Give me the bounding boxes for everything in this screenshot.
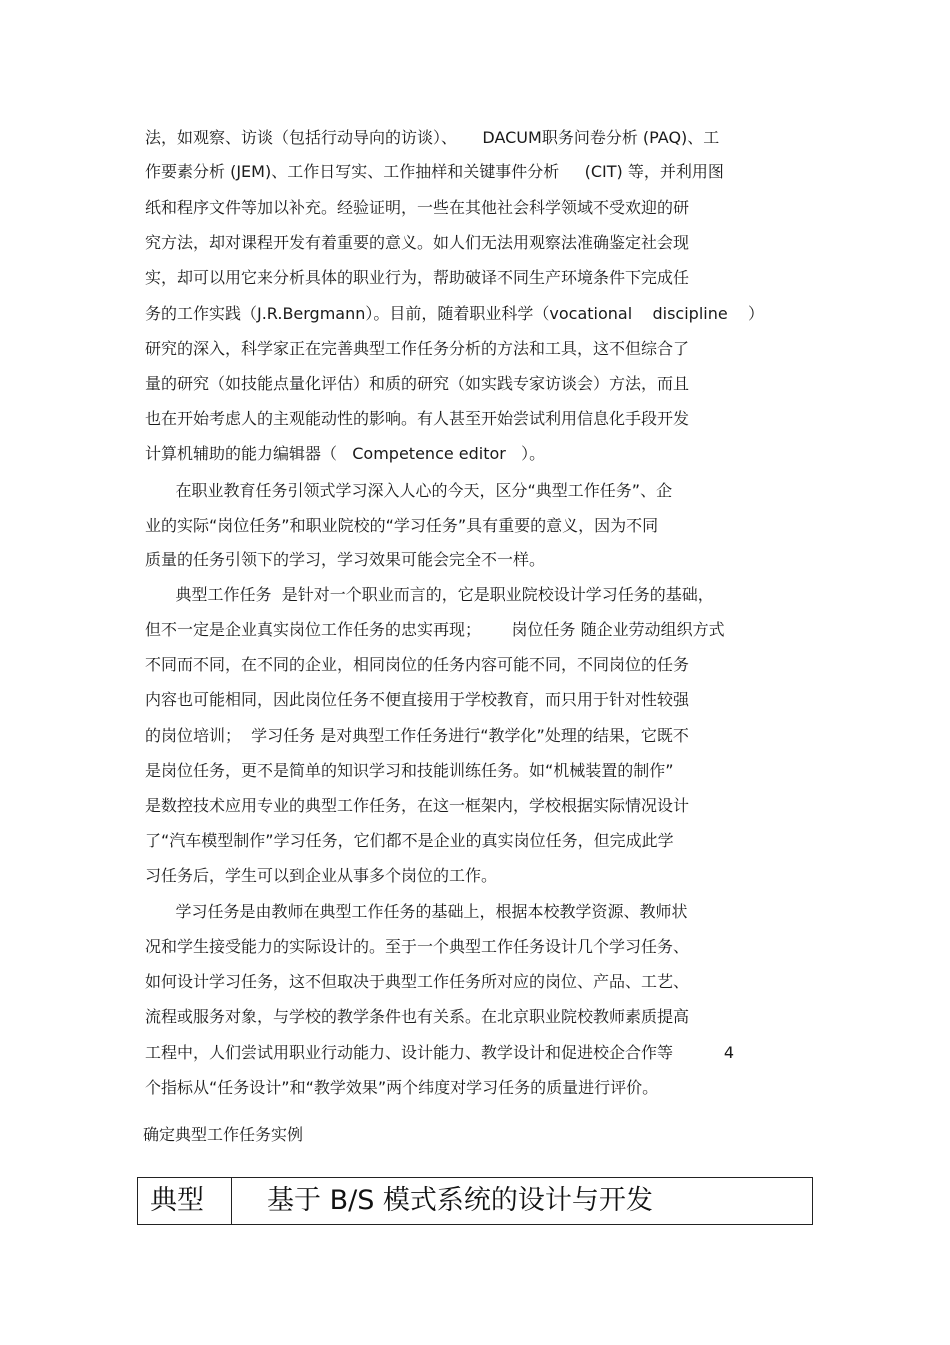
task-table (137, 1177, 813, 1225)
table-title-cell: 基于 B/S 模式系统的设计与开发 (267, 1185, 653, 1216)
text-line: 内容也可能相同，因此岗位任务不便直接用于学校教育，而只用于针对性较强 (145, 690, 690, 709)
text-line: 也在开始考虑人的主观能动性的影响。有人甚至开始尝试利用信息化手段开发 (145, 409, 690, 428)
text-line: 的岗位培训； 学习任务 是对典型工作任务进行“教学化”处理的结果，它既不 (145, 726, 689, 745)
text-line: 习任务后，学生可以到企业从事多个岗位的工作。 (145, 866, 498, 885)
text-line: 典型工作任务 是针对一个职业而言的，它是职业院校设计学习任务的基础， (145, 585, 714, 604)
text-line: 量的研究（如技能点量化评估）和质的研究（如实践专家访谈会）方法，而且 (145, 374, 690, 393)
text-line: 但不一定是企业真实岗位工作任务的忠实再现； 岗位任务 随企业劳动组织方式 (145, 620, 725, 639)
text-line: 业的实际“岗位任务”和职业院校的“学习任务”具有重要的意义，因为不同 (145, 516, 659, 535)
text-line: 流程或服务对象，与学校的教学条件也有关系。在北京职业院校教师素质提高 (145, 1007, 690, 1026)
text-line: 实，却可以用它来分析具体的职业行为，帮助破译不同生产环境条件下完成任 (145, 268, 690, 287)
text-line: 质量的任务引领下的学习，学习效果可能会完全不一样。 (145, 550, 546, 569)
text-line: 不同而不同，在不同的企业，相同岗位的任务内容可能不同，不同岗位的任务 (145, 655, 690, 674)
table-caption: 确定典型工作任务实例 (143, 1125, 304, 1144)
text-line: 学习任务是由教师在典型工作任务的基础上，根据本校教学资源、教师状 (145, 902, 688, 921)
text-line: 如何设计学习任务，这不但取决于典型工作任务所对应的岗位、产品、工艺、 (145, 972, 690, 991)
text-line: 作要素分析 (JEM)、工作日写实、工作抽样和关键事件分析 (CIT) 等，并利用图 (145, 162, 724, 181)
text-line: 在职业教育任务引领式学习深入人心的今天，区分“典型工作任务”、企 (145, 481, 673, 500)
text-line: 研究的深入，科学家正在完善典型工作任务分析的方法和工具，这不但综合了 (145, 339, 690, 358)
text-line: 是数控技术应用专业的典型工作任务，在这一框架内，学校根据实际情况设计 (145, 796, 690, 815)
text-line: 工程中，人们尝试用职业行动能力、设计能力、教学设计和促进校企合作等 4 (145, 1043, 735, 1062)
text-line: 了“汽车模型制作”学习任务，它们都不是企业的真实岗位任务，但完成此学 (145, 831, 674, 850)
table-header-cell: 典型 (138, 1178, 232, 1224)
text-line: 究方法，却对课程开发有着重要的意义。如人们无法用观察法准确鉴定社会现 (145, 233, 690, 252)
text-line: 法，如观察、访谈（包括行动导向的访谈）、 DACUM职务问卷分析 (PAQ)、工 (145, 128, 720, 147)
text-line: 况和学生接受能力的实际设计的。至于一个典型工作任务设计几个学习任务、 (145, 937, 690, 956)
text-line: 计算机辅助的能力编辑器（ Competence editor ）。 (145, 444, 546, 463)
text-line: 是岗位任务，更不是简单的知识学习和技能训练任务。如“机械装置的制作” (145, 761, 674, 780)
text-line: 个指标从“任务设计”和“教学效果”两个纬度对学习任务的质量进行评价。 (145, 1078, 659, 1097)
text-line: 纸和程序文件等加以补充。经验证明，一些在其他社会科学领域不受欢迎的研 (145, 198, 690, 217)
text-line: 务的工作实践（J.R.Bergmann）。目前，随着职业科学（vocational discipline ） (145, 304, 765, 323)
